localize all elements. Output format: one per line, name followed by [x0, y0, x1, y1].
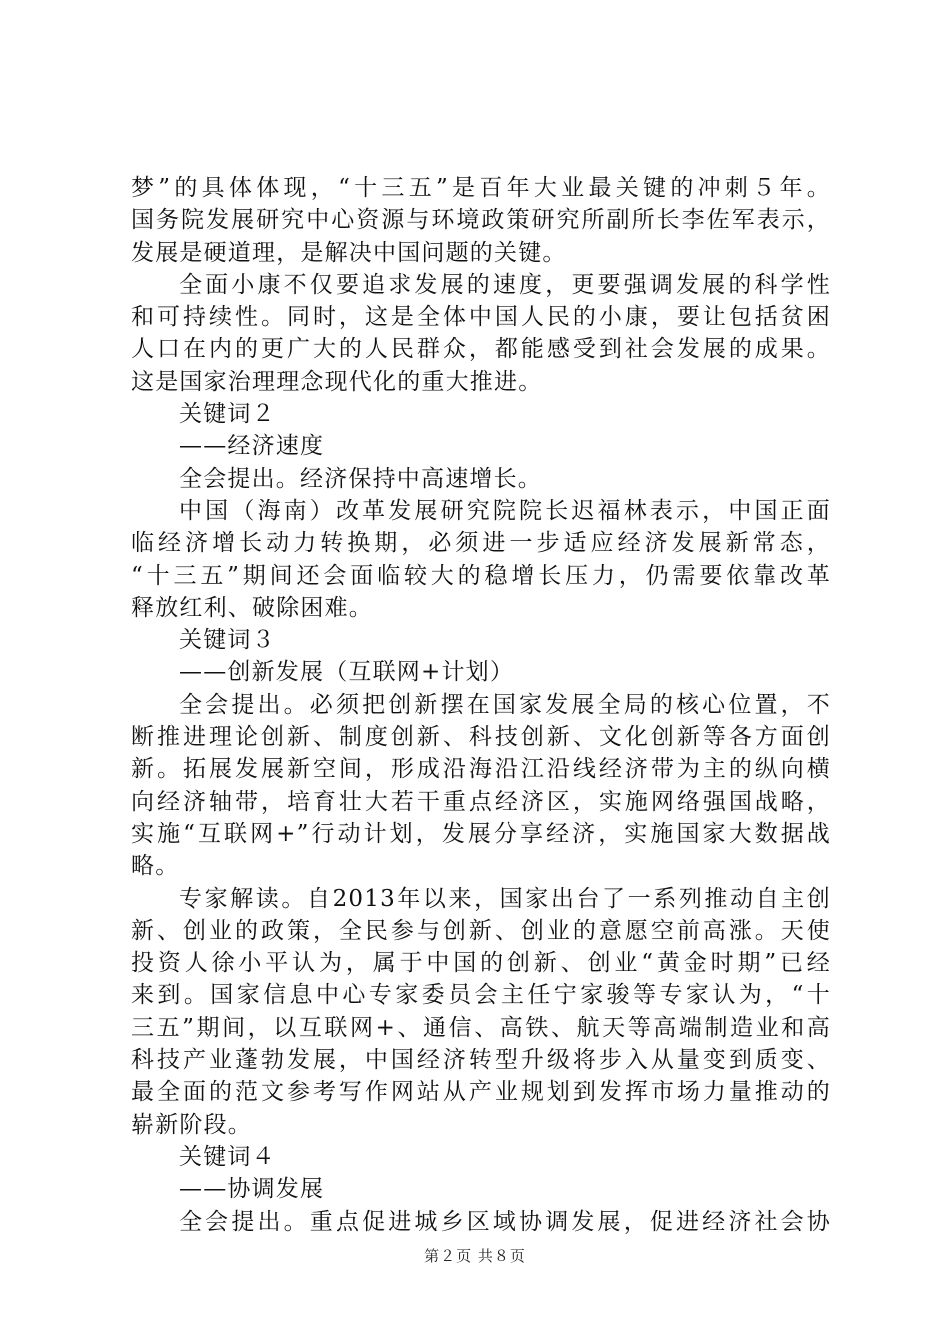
- paragraph-start-line: 中国（海南）改革发展研究院院长迟福林表示，中国正面: [179, 497, 831, 524]
- text-line: 来到。国家信息中心专家委员会主任宁家骏等专家认为，“十: [131, 982, 831, 1009]
- text-line: 国务院发展研究中心资源与环境政策研究所副所长李佐军表示，: [131, 207, 831, 234]
- text-line: 人口在内的更广大的人民群众，都能感受到社会发展的成果。: [131, 336, 831, 363]
- text-line: 和可持续性。同时，这是全体中国人民的小康，要让包括贫困: [131, 304, 831, 331]
- text-line: 这是国家治理理念现代化的重大推进。: [131, 368, 543, 395]
- text-line: 最全面的范文参考写作网站从产业规划到发挥市场力量推动的: [131, 1079, 831, 1106]
- page-number-footer: 第２页 共８页: [424, 1247, 526, 1265]
- text-line: 梦”的具体体现，“十三五”是百年大业最关键的冲刺５年。: [131, 175, 831, 201]
- text-line: 释放红利、破除困难。: [131, 594, 373, 621]
- text-line: 投资人徐小平认为，属于中国的创新、创业“黄金时期”已经: [131, 950, 831, 977]
- text-line: 临经济增长动力转换期，必须进一步适应经济发展新常态，: [131, 530, 831, 557]
- paragraph-start-line: 全会提出。重点促进城乡区域协调发展，促进经济社会协: [179, 1208, 831, 1235]
- paragraph-start-line: 全会提出。必须把创新摆在国家发展全局的核心位置，不: [179, 691, 831, 718]
- text-line: 实施“互联网+”行动计划，发展分享经济，实施国家大数据战: [131, 820, 831, 847]
- text-line: 断推进理论创新、制度创新、科技创新、文化创新等各方面创: [131, 724, 831, 751]
- keyword-subheading: ——协调发展: [179, 1176, 325, 1203]
- text-line: 崭新阶段。: [131, 1111, 252, 1138]
- keyword-heading: 关键词４: [179, 1143, 276, 1170]
- text-line: 三五”期间，以互联网+、通信、高铁、航天等高端制造业和高: [131, 1014, 831, 1041]
- text-line: 科技产业蓬勃发展，中国经济转型升级将步入从量变到质变、: [131, 1047, 831, 1074]
- text-line: 新。拓展发展新空间，形成沿海沿江沿线经济带为主的纵向横: [131, 756, 831, 783]
- text-line: 略。: [131, 853, 180, 880]
- text-line: 向经济轴带，培育壮大若干重点经济区，实施网络强国战略，: [131, 788, 831, 815]
- paragraph-start-line: 全会提出。经济保持中高速增长。: [179, 465, 542, 492]
- keyword-subheading: ——经济速度: [179, 433, 325, 460]
- keyword-heading: 关键词３: [179, 627, 276, 654]
- document-body: [131, 172, 831, 1238]
- paragraph-start-line: 专家解读。自2013年以来，国家出台了一系列推动自主创: [179, 885, 831, 912]
- paragraph-start-line: 全面小康不仅要追求发展的速度，更要强调发展的科学性: [179, 271, 831, 298]
- keyword-heading: 关键词２: [179, 401, 276, 428]
- keyword-subheading: ——创新发展（互联网+计划）: [179, 659, 515, 686]
- text-line: 发展是硬道理，是解决中国问题的关键。: [131, 239, 567, 266]
- text-line: 新、创业的政策，全民参与创新、创业的意愿空前高涨。天使: [131, 917, 831, 944]
- text-line: “十三五”期间还会面临较大的稳增长压力，仍需要依靠改革: [131, 562, 831, 589]
